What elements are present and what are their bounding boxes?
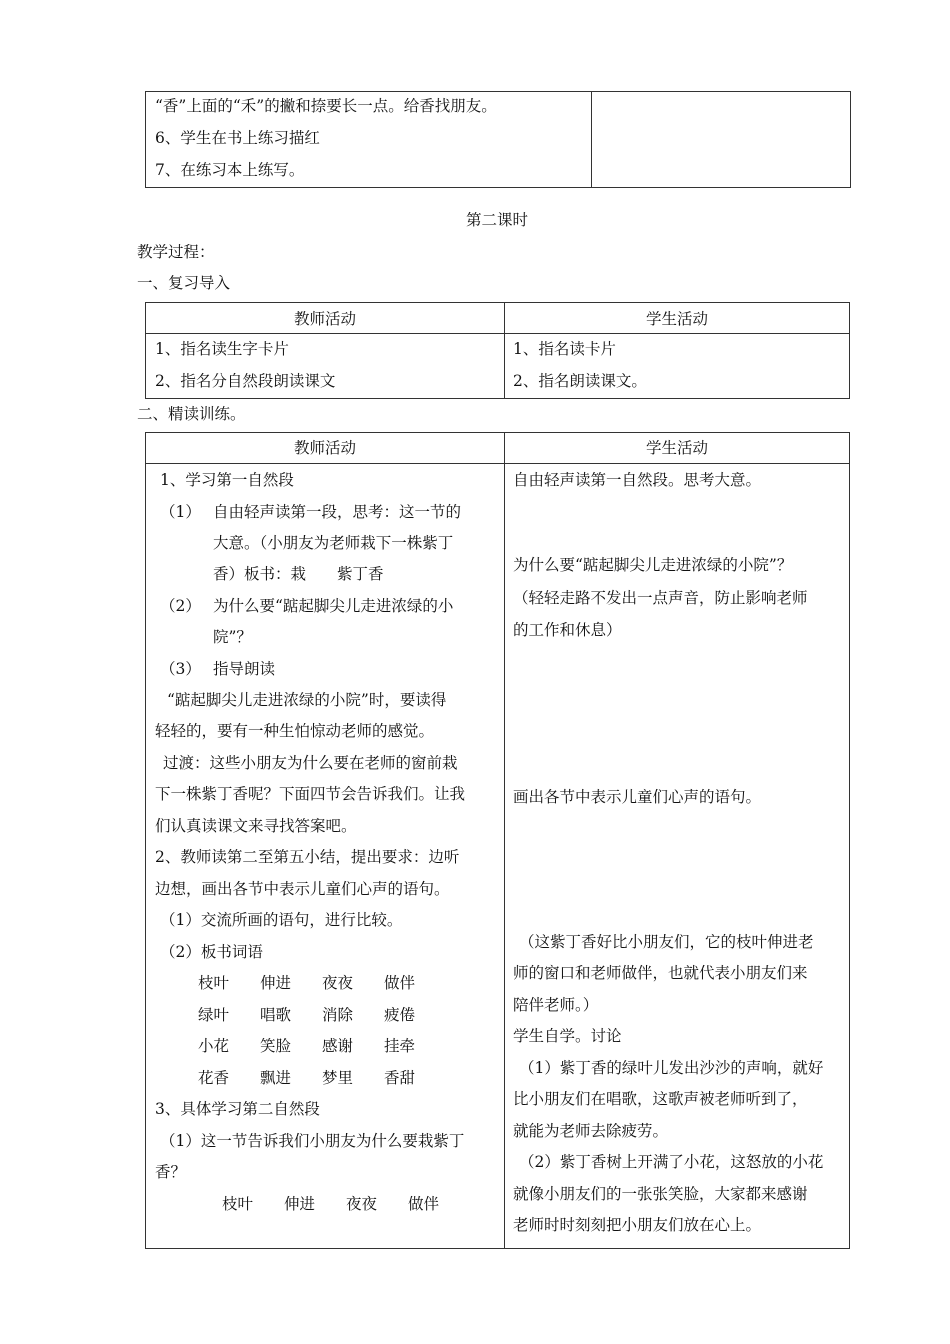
teacher-line: 香）板书：栽 紫丁香 — [213, 565, 384, 583]
student-line: 画出各节中表示儿童们心声的语句。 — [513, 788, 762, 806]
student-activity-header: 学生活动 — [645, 310, 708, 328]
teacher-line: 大意。（小朋友为老师栽下一株紫丁 — [213, 534, 454, 552]
teacher-line: 们认真读课文来寻找答案吧。 — [155, 817, 357, 835]
student-line: 比小朋友们在唱歌，这歌声被老师听到了， — [513, 1090, 808, 1108]
student-line: （这紫丁香好比小朋友们，它的枝叶伸进老 — [519, 933, 814, 951]
student-line: 就像小朋友们的一张张笑脸，大家都来感谢 — [513, 1185, 808, 1203]
teacher-activity-header: 教师活动 — [293, 310, 356, 328]
student-line: 1、指名读卡片 — [513, 340, 616, 358]
word-row: 小花 笑脸 感谢 挂牵 — [198, 1037, 416, 1055]
student-line: （1）紫丁香的绿叶儿发出沙沙的声响，就好 — [519, 1059, 824, 1077]
section-1-heading: 一、复习导入 — [137, 274, 231, 292]
teacher-line: 2、教师读第二至第五小结，提出要求：边听 — [155, 848, 460, 866]
teacher-line: 院”？ — [213, 628, 252, 646]
student-line: 2、指名朗读课文。 — [513, 372, 647, 390]
student-line: 陪伴老师。） — [513, 996, 599, 1014]
student-line: （2）紫丁香树上开满了小花，这怒放的小花 — [519, 1153, 824, 1171]
teaching-process-label: 教学过程： — [137, 243, 215, 261]
top-left-line: “香”上面的“禾”的撇和捺要长一点。给香找朋友。 — [155, 97, 497, 115]
teacher-line: “踮起脚尖儿走进浓绿的小院”时，要读得 — [167, 691, 447, 709]
teacher-activity-header: 教师活动 — [293, 439, 356, 457]
teacher-line: （2）板书词语 — [160, 943, 263, 961]
word-row: 绿叶 唱歌 消除 疲倦 — [198, 1006, 416, 1024]
student-activity-header: 学生活动 — [645, 439, 708, 457]
teacher-line: 1、指名读生字卡片 — [155, 340, 289, 358]
student-line: 的工作和休息） — [513, 621, 622, 639]
teacher-line: 过渡：这些小朋友为什么要在老师的窗前栽 — [163, 754, 458, 772]
top-left-line: 6、学生在书上练习描红 — [155, 129, 320, 147]
student-line: 老师时时刻刻把小朋友们放在心上。 — [513, 1216, 762, 1234]
top-right-cell — [592, 92, 851, 188]
student-line: 师的窗口和老师做伴，也就代表小朋友们来 — [513, 964, 808, 982]
teacher-line: 3、具体学习第二自然段 — [155, 1100, 320, 1118]
teacher-line: 香？ — [155, 1163, 187, 1181]
student-line: 学生自学。讨论 — [513, 1027, 622, 1045]
student-line: 为什么要“踮起脚尖儿走进浓绿的小院”？ — [513, 556, 793, 574]
teacher-line: （2） — [160, 597, 201, 615]
word-row: 枝叶 伸进 夜夜 做伴 — [222, 1195, 440, 1213]
top-left-line: 7、在练习本上练写。 — [155, 161, 305, 179]
teacher-line: 2、指名分自然段朗读课文 — [155, 372, 336, 390]
student-line: 就能为老师去除疲劳。 — [513, 1122, 669, 1140]
word-row: 花香 飘进 梦里 香甜 — [198, 1069, 416, 1087]
teacher-line: 1、学习第一自然段 — [160, 471, 294, 489]
review-table — [145, 302, 850, 399]
teacher-line: 指导朗读 — [213, 660, 276, 678]
teacher-line: 边想，画出各节中表示儿童们心声的语句。 — [155, 880, 450, 898]
student-line: （轻轻走路不发出一点声音，防止影响老师 — [513, 589, 808, 607]
teacher-line: （1）交流所画的语句，进行比较。 — [160, 911, 403, 929]
teacher-line: 为什么要“踮起脚尖儿走进浓绿的小 — [213, 597, 454, 615]
word-row: 枝叶 伸进 夜夜 做伴 — [198, 974, 416, 992]
top-table — [145, 91, 851, 188]
teacher-line: （1） — [160, 503, 201, 521]
student-line: 自由轻声读第一自然段。思考大意。 — [513, 471, 762, 489]
teacher-line: 下一株紫丁香呢？下面四节会告诉我们。让我 — [155, 785, 466, 803]
session-title: 第二课时 — [466, 211, 529, 229]
teacher-line: 轻轻的，要有一种生怕惊动老师的感觉。 — [155, 722, 435, 740]
teacher-line: （1）这一节告诉我们小朋友为什么要栽紫丁 — [160, 1132, 465, 1150]
section-2-heading: 二、精读训练。 — [137, 405, 246, 423]
teacher-line: （3） — [160, 660, 201, 678]
teacher-line: 自由轻声读第一段，思考：这一节的 — [213, 503, 462, 521]
reading-table — [145, 432, 850, 1249]
